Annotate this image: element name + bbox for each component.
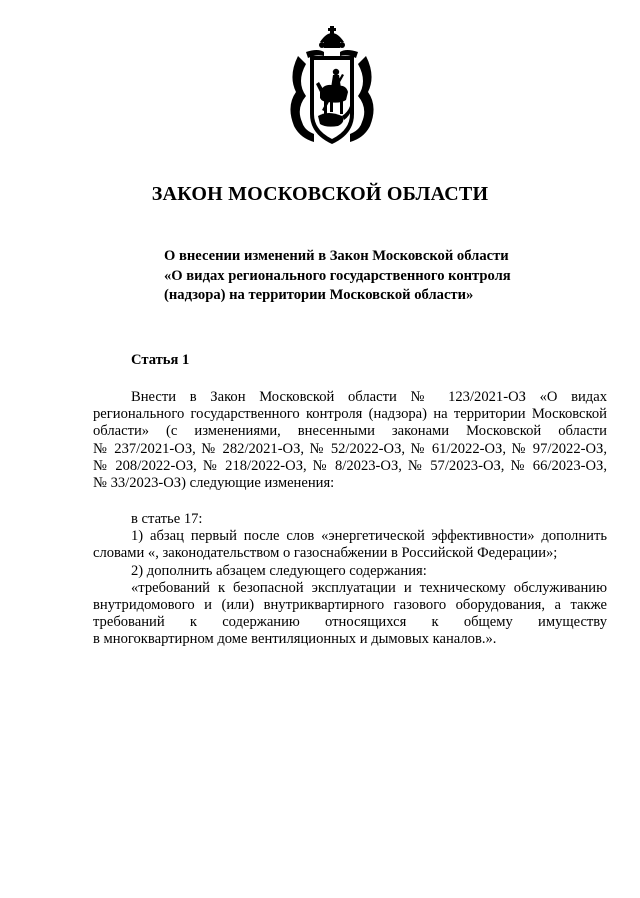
item-2-line: 2) дополнить абзацем следующего содержания:: [131, 562, 427, 579]
paragraph-line: № 33/2023-ОЗ) следующие изменения:: [93, 475, 335, 492]
amendments-block: [93, 511, 607, 649]
item-1-line: 1) абзац первый после слов «энергетической эффективности» дополнить: [131, 528, 607, 545]
quote-line: внутридомового и (или) внутриквартирного газового оборудования, а также: [93, 597, 607, 614]
article-heading: Статья 1: [131, 352, 190, 368]
article-intro-paragraph: [93, 389, 607, 492]
quote-line: в многоквартирном доме вентиляционных и дымовых каналов.».: [93, 631, 497, 648]
paragraph-line: № 208/2022-ОЗ, № 218/2022-ОЗ, № 8/2023-ОЗ, № 57/2023-ОЗ, № 66/2023-ОЗ,: [93, 457, 607, 474]
paragraph-line: области» (с изменениями, внесенными законами Московской области: [93, 423, 607, 440]
quote-line: «требований к безопасной эксплуатации и техническому обслуживанию: [131, 579, 607, 596]
document-subject: [164, 247, 584, 306]
paragraph-line: регионального государственного контроля (надзора) на территории Московской: [93, 406, 607, 423]
quote-line: требований к содержанию относящихся к общему имуществу: [93, 614, 607, 631]
in-article-line: в статье 17:: [131, 511, 203, 527]
paragraph-line: Внести в Закон Московской области № 123/2021-ОЗ «О видах: [131, 389, 607, 405]
document-title: ЗАКОН МОСКОВСКОЙ ОБЛАСТИ: [151, 183, 489, 205]
item-1-line: словами «, законодательством о газоснабжении в Российской Федерации»;: [93, 545, 558, 562]
moscow-oblast-coat-of-arms-icon: [284, 26, 380, 154]
subject-line: О внесении изменений в Закон Московской области: [164, 248, 509, 264]
paragraph-line: № 237/2021-ОЗ, № 282/2021-ОЗ, № 52/2022-ОЗ, № 61/2022-ОЗ, № 97/2022-ОЗ,: [93, 440, 607, 457]
subject-line: «О видах регионального государственного контроля: [164, 267, 511, 284]
subject-line: (надзора) на территории Московской области»: [164, 287, 474, 303]
